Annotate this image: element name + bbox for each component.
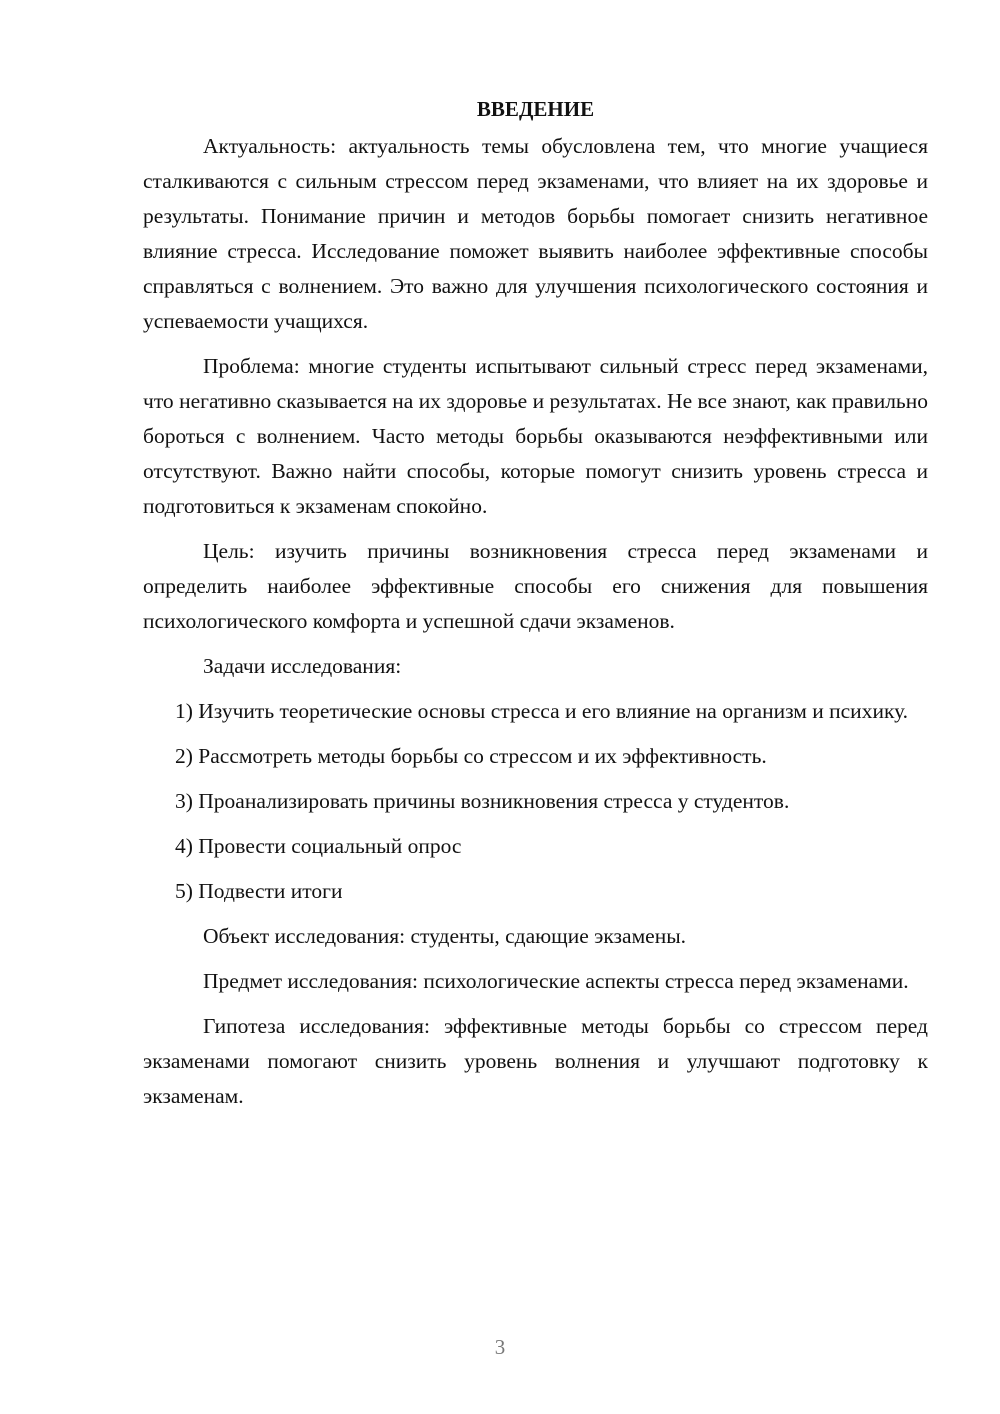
task-item: 1) Изучить теоретические основы стресса и его влияние на организм и психику. bbox=[175, 699, 909, 723]
document-page bbox=[143, 92, 928, 1124]
task-item: 2) Рассмотреть методы борьбы со стрессом и их эффективность. bbox=[175, 744, 767, 768]
goal-paragraph: Цель: изучить причины возникновения стресса перед экзаменами и определить наиболее эффективные способы его снижения для повышения психологического комфорта и успешной сдачи экзаменов. bbox=[143, 539, 928, 633]
task-item: 4) Провести социальный опрос bbox=[175, 834, 462, 858]
problem-paragraph: Проблема: многие студенты испытывают сильный стресс перед экзаменами, что негативно сказывается на их здоровье и результатах. Не все знают, как правильно бороться с волнением. Часто методы борьбы оказываются неэффективными или отсутствуют. Важно найти способы, которые помогут снизить уровень стресса и подготовиться к экзаменам спокойно. bbox=[143, 354, 928, 518]
task-item: 3) Проанализировать причины возникновения стресса у студентов. bbox=[175, 789, 790, 813]
page-title: ВВЕДЕНИЕ bbox=[476, 97, 595, 121]
task-item: 5) Подвести итоги bbox=[175, 879, 343, 903]
research-object-paragraph: Объект исследования: студенты, сдающие экзамены. bbox=[203, 924, 687, 948]
hypothesis-paragraph: Гипотеза исследования: эффективные методы борьбы со стрессом перед экзаменами помогают снизить уровень волнения и улучшают подготовку к экзаменам. bbox=[143, 1014, 928, 1108]
research-subject-paragraph: Предмет исследования: психологические аспекты стресса перед экзаменами. bbox=[203, 969, 909, 993]
tasks-heading: Задачи исследования: bbox=[203, 654, 402, 678]
relevance-paragraph: Актуальность: актуальность темы обусловлена тем, что многие учащиеся сталкиваются с сильным стрессом перед экзаменами, что влияет на их здоровье и результаты. Понимание причин и методов борьбы помогает снизить негативное влияние стресса. Исследование поможет выявить наиболее эффективные способы справляться с волнением. Это важно для улучшения психологического состояния и успеваемости учащихся. bbox=[143, 134, 928, 333]
page-number: 3 bbox=[494, 1335, 506, 1359]
